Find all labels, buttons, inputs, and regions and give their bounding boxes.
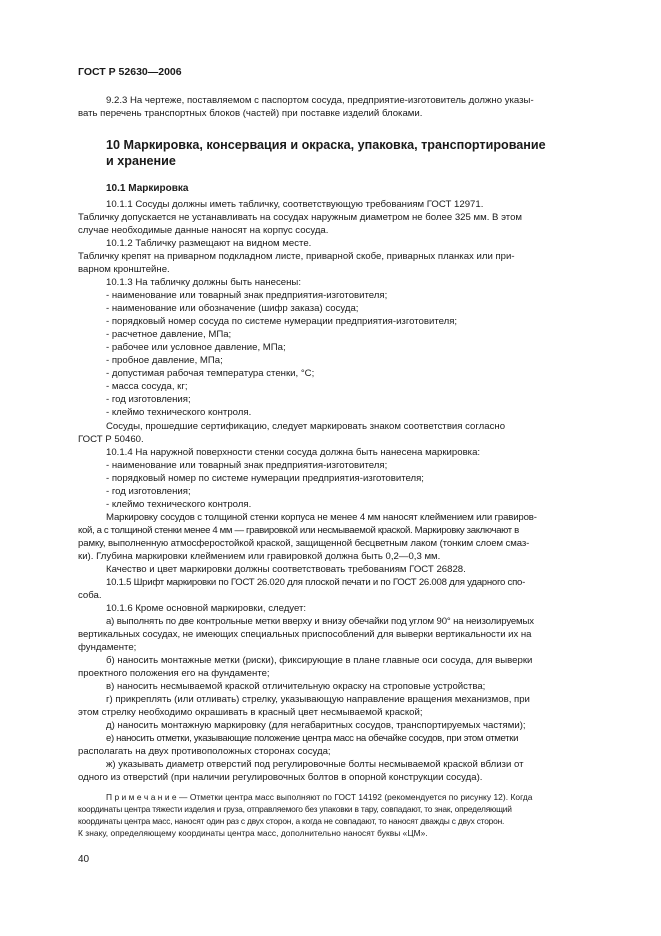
list-item: - клеймо технического контроля. <box>106 499 252 510</box>
text-line: соба. <box>78 590 102 601</box>
text-line: 9.2.3 На чертеже, поставляемом с паспортом сосуда, предприятие-изготовитель должно указы- <box>106 95 534 106</box>
list-item: - наименование или обозначение (шифр заказа) сосуда; <box>106 303 359 314</box>
running-header: ГОСТ Р 52630—2006 <box>78 66 182 78</box>
text-line: вать перечень транспортных блоков (частей) при поставке изделий блоками. <box>78 108 423 119</box>
text-line: проектного положения его на фундаменте; <box>78 668 270 679</box>
list-item: - масса сосуда, кг; <box>106 381 188 392</box>
text-line: ГОСТ Р 50460. <box>78 434 144 445</box>
text-line: Табличку допускается не устанавливать на сосудах наружным диаметром не более 325 мм. В этом <box>78 212 523 223</box>
text-line: варном кронштейне. <box>78 264 170 275</box>
note-line: К знаку, определяющему координаты центра масс, дополнительно наносят буквы «ЦМ». <box>78 828 428 838</box>
note-label: П р и м е ч а н и е <box>106 792 177 802</box>
text-line: 10.1.5 Шрифт маркировки по ГОСТ 26.020 для плоской печати и по ГОСТ 26.008 для ударного спо- <box>106 577 526 588</box>
list-item: - наименование или товарный знак предприятия-изготовителя; <box>106 290 388 301</box>
text-line: 10.1.2 Табличку размещают на видном месте. <box>106 238 312 249</box>
note-line: координаты центра тяжести изделия и груза, отправляемого без упаковки в тару, совпадают, то знак, определяющий <box>78 804 512 814</box>
text-line: Сосуды, прошедшие сертификацию, следует маркировать знаком соответствия согласно <box>106 421 506 432</box>
text-line: располагать на двух противоположных сторонах сосуда; <box>78 746 331 757</box>
text-line: 10.1.4 На наружной поверхности стенки сосуда должна быть нанесена маркировка: <box>106 447 481 458</box>
text-line: Качество и цвет маркировки должны соответствовать требованиям ГОСТ 26828. <box>106 564 466 575</box>
list-item: - порядковый номер по системе нумерации предприятия-изготовителя; <box>106 473 424 484</box>
text-line: 10.1.6 Кроме основной маркировки, следует: <box>106 603 307 614</box>
section-heading: 10 Маркировка, консервация и окраска, упаковка, транспортирование <box>106 138 546 152</box>
text-line: Маркировку сосудов с толщиной стенки корпуса не менее 4 мм наносят клеймением или гравиров- <box>106 512 537 523</box>
note-line: координаты центра масс, наносят один раз с двух сторон, а когда не совпадают, то наносят дважды с двух сторон. <box>78 816 505 826</box>
text-line: вертикальных сосудах, не имеющих специальных приспособлений для выверки вертикальности их на <box>78 629 532 640</box>
text-line: одного из отверстий (при наличии регулировочных болтов в опорной конструкции сосуда). <box>78 772 483 783</box>
text-line: фундаменте; <box>78 642 137 653</box>
text-line: ж) указывать диаметр отверстий под регулировочные болты несмываемой краской вблизи от <box>106 759 524 770</box>
text-line: этом стрелку необходимо окрашивать в красный цвет несмываемой краской; <box>78 707 423 718</box>
text-line: рамку, выполненную атмосферостойкой краской, защищенной бесцветным лаком (тонким слоем смаз- <box>78 538 530 549</box>
text-line: г) прикреплять (или отливать) стрелку, указывающую направление вращения механизмов, при <box>106 694 530 705</box>
list-item: - год изготовления; <box>106 394 191 405</box>
text-line: д) наносить монтажную маркировку (для негабаритных сосудов, транспортируемых частями); <box>106 720 526 731</box>
list-item: - рабочее или условное давление, МПа; <box>106 342 286 353</box>
section-heading: и хранение <box>106 154 176 168</box>
list-item: - пробное давление, МПа; <box>106 355 223 366</box>
note-line <box>106 792 532 803</box>
text-line: случае необходимые данные наносят на корпус сосуда. <box>78 225 329 236</box>
text-line: в) наносить несмываемой краской отличительную окраску на строповые устройства; <box>106 681 486 692</box>
text-line: е) наносить отметки, указывающие положение центра масс на обечайке сосудов, при этом отметки <box>106 733 519 744</box>
text-line: ки). Глубина маркировки клеймением или гравировкой должна быть 0,2—0,3 мм. <box>78 551 441 562</box>
text-line: б) наносить монтажные метки (риски), фиксирующие в плане главные оси сосуда, для выверки <box>106 655 533 666</box>
list-item: - расчетное давление, МПа; <box>106 329 232 340</box>
text-line: Табличку крепят на приварном подкладном листе, приварной скобе, приварных планках или при- <box>78 251 515 262</box>
text-line: 10.1.3 На табличку должны быть нанесены: <box>106 277 301 288</box>
text-line: а) выполнять по две контрольные метки вверху и внизу обечайки под углом 90° на неизолируемых <box>106 616 534 627</box>
list-item: - наименование или товарный знак предприятия-изготовителя; <box>106 460 388 471</box>
list-item: - клеймо технического контроля. <box>106 407 252 418</box>
text-line: кой, а с толщиной стенки менее 4 мм — гравировкой или несмываемой краской. Маркировку заключают в <box>78 525 519 536</box>
list-item: - допустимая рабочая температура стенки, °С; <box>106 368 315 379</box>
text-line: 10.1.1 Сосуды должны иметь табличку, соответствующую требованиям ГОСТ 12971. <box>106 199 484 210</box>
note-text: — Отметки центра масс выполняют по ГОСТ 14192 (рекомендуется по рисунку 12). Когда <box>176 792 533 802</box>
list-item: - год изготовления; <box>106 486 191 497</box>
page-number: 40 <box>78 854 90 865</box>
list-item: - порядковый номер сосуда по системе нумерации предприятия-изготовителя; <box>106 316 458 327</box>
subsection-heading: 10.1 Маркировка <box>106 183 189 194</box>
